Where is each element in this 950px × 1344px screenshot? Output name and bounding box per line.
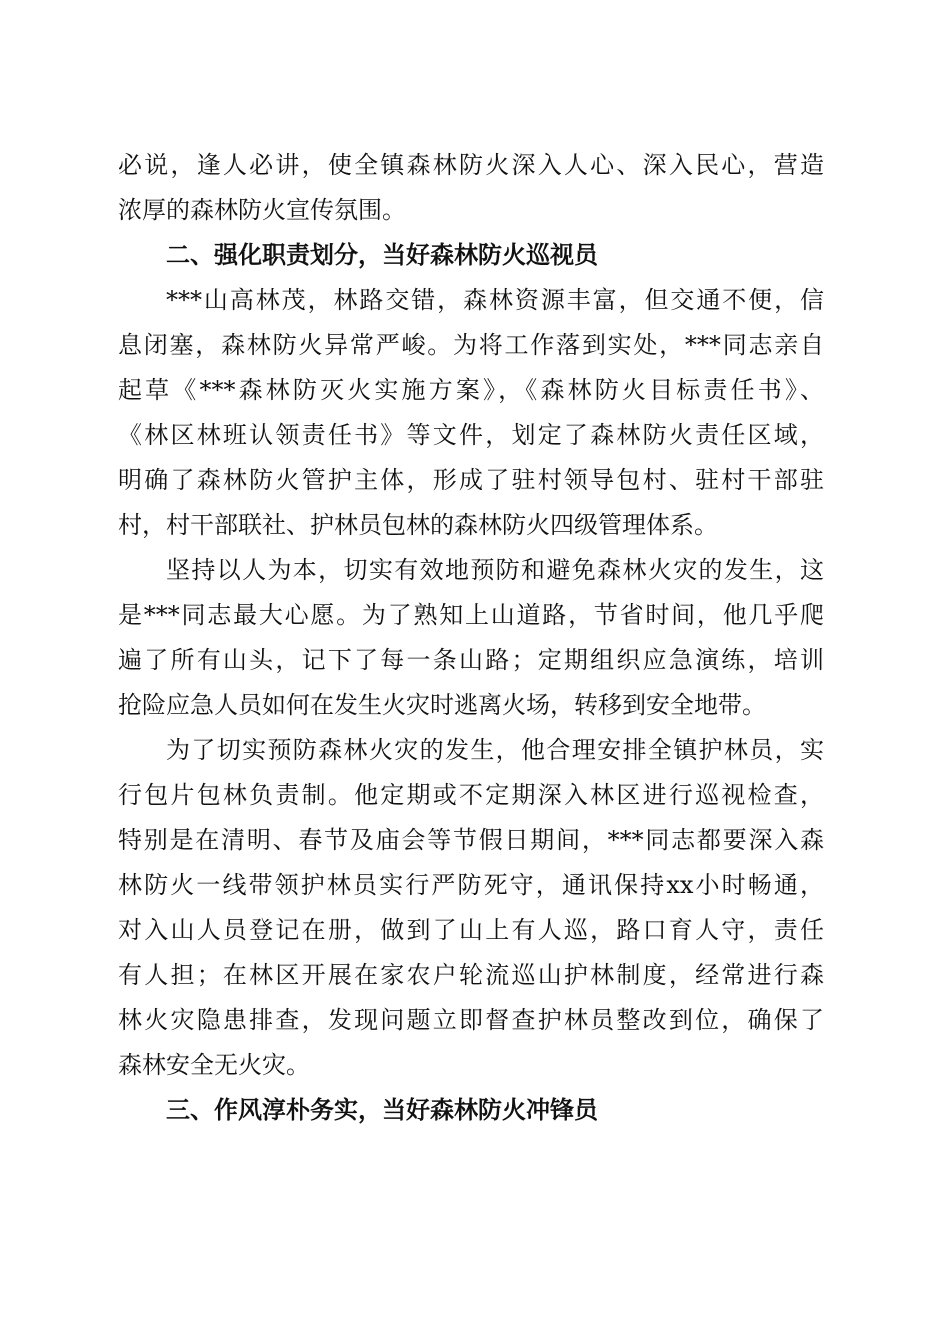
paragraph-line: 抢险应急人员如何在发生火灾时逃离火场，转移到安全地带。: [118, 691, 766, 719]
paragraph-line: 村，村干部联社、护林员包林的森林防火四级管理体系。: [118, 511, 718, 539]
section-heading: 三、作风淳朴务实，当好森林防火冲锋员: [166, 1096, 598, 1124]
paragraph-line: 必说，逢人必讲，使全镇森林防火深入人心、深入民心，营造: [118, 151, 824, 179]
paragraph-line: 林防火一线带领护林员实行严防死守，通讯保持xx小时畅通，: [118, 871, 824, 899]
paragraph-line: 行包片包林负责制。他定期或不定期深入林区进行巡视检查，: [118, 781, 824, 809]
paragraph-line: 《林区林班认领责任书》等文件，划定了森林防火责任区域，: [118, 421, 824, 449]
paragraph-line: 对入山人员登记在册，做到了山上有人巡，路口育人守，责任: [118, 916, 824, 944]
paragraph-line: 明确了森林防火管护主体，形成了驻村领导包村、驻村干部驻: [118, 466, 824, 494]
paragraph-line: 林火灾隐患排查，发现问题立即督查护林员整改到位，确保了: [118, 1006, 824, 1034]
paragraph-line: 浓厚的森林防火宣传氛围。: [118, 196, 406, 224]
paragraph-line: 森林安全无火灾。: [118, 1051, 310, 1079]
paragraph-line: ***山高林茂，林路交错，森林资源丰富，但交通不便，信: [166, 286, 824, 314]
paragraph-line: 起草《***森林防灭火实施方案》，《森林防火目标责任书》、: [118, 376, 824, 404]
paragraph-line: 坚持以人为本，切实有效地预防和避免森林火灾的发生，这: [166, 556, 824, 584]
section-heading: 二、强化职责划分，当好森林防火巡视员: [166, 241, 598, 269]
document-page: [118, 143, 824, 1133]
paragraph-line: 有人担；在林区开展在家农户轮流巡山护林制度，经常进行森: [118, 961, 824, 989]
paragraph-line: 是***同志最大心愿。为了熟知上山道路，节省时间，他几乎爬: [118, 601, 824, 629]
paragraph-line: 遍了所有山头，记下了每一条山路；定期组织应急演练，培训: [118, 646, 824, 674]
paragraph-line: 息闭塞，森林防火异常严峻。为将工作落到实处，***同志亲自: [118, 331, 824, 359]
paragraph-line: 特别是在清明、春节及庙会等节假日期间，***同志都要深入森: [118, 826, 824, 854]
paragraph-line: 为了切实预防森林火灾的发生，他合理安排全镇护林员，实: [166, 736, 824, 764]
